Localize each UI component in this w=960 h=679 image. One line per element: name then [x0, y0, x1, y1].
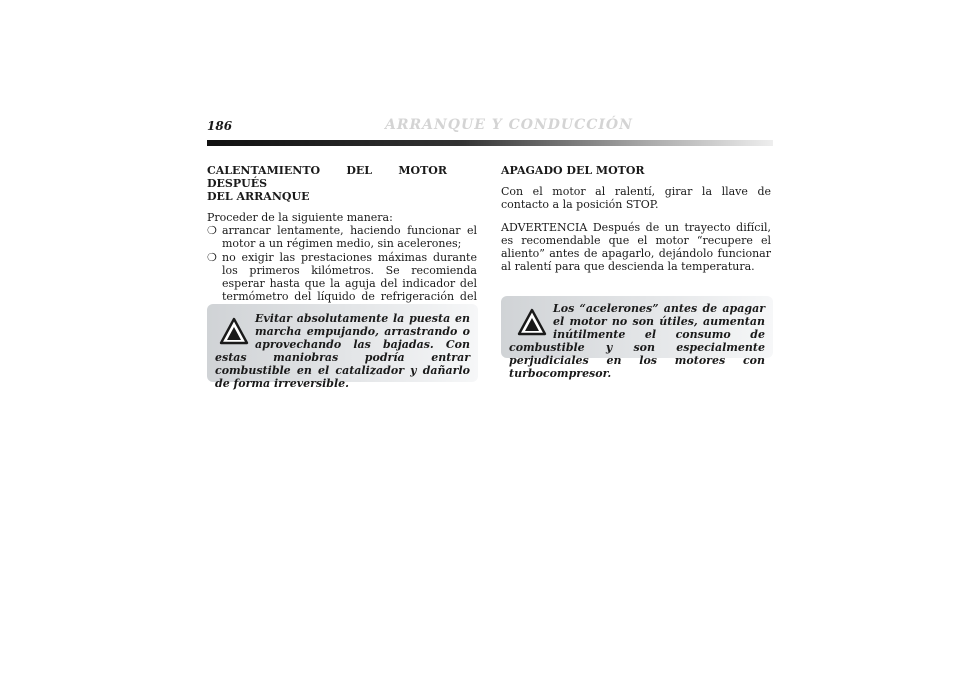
right-column	[501, 164, 771, 283]
warning-text-left: Evitar absolutamente la puesta en marcha empujando, arrastrando o aprovechando las bajadas. Con estas maniobras podría entrar combustible en el catalizador y dañarlo de forma irreversible.	[215, 312, 470, 390]
warning-triangle-icon	[517, 307, 547, 337]
heading-line-2: DEL ARRANQUE	[207, 190, 310, 203]
warning-triangle-icon	[219, 316, 249, 346]
list-item-text: arrancar lentamente, haciendo funcionar el motor a un régimen medio, sin acelerones;	[222, 224, 477, 250]
section-heading-warmup	[207, 164, 447, 203]
running-title: ARRANQUE Y CONDUCCIÓN	[385, 117, 633, 133]
header-rule	[207, 140, 773, 146]
heading-line-1: CALENTAMIENTO DEL MOTOR DESPUÉS	[207, 164, 447, 190]
list-item	[207, 224, 477, 250]
paragraph-advertencia: ADVERTENCIA Después de un trayecto difícil, es recomendable que el motor “recupere el aliento” antes de apagarlo, dejándolo funcionar al ralentí para que descienda la temperatura.	[501, 221, 771, 273]
warning-text-right: Los “acelerones” antes de apagar el motor no son útiles, aumentan inútilmente el consumo de combustible y son especialmente perjudiciales en los motores con turbocompresor.	[509, 302, 765, 380]
section-heading-shutdown: APAGADO DEL MOTOR	[501, 164, 645, 177]
bullet-mark: ❍	[207, 224, 217, 237]
warning-box-left	[207, 304, 478, 390]
bullet-mark: ❍	[207, 251, 217, 264]
paragraph-stop: Con el motor al ralentí, girar la llave de contacto a la posición STOP.	[501, 185, 771, 211]
warning-box-right	[501, 296, 773, 380]
list-item-text: no exigir las prestaciones máximas durante los primeros kilómetros. Se recomienda esperar hasta que la aguja del indicador del termómetro del líquido de refrigeración del	[222, 251, 477, 303]
page-number: 186	[207, 119, 233, 133]
left-column	[207, 164, 477, 317]
intro-text: Proceder de la siguiente manera:	[207, 211, 393, 224]
bullet-list	[207, 224, 477, 316]
